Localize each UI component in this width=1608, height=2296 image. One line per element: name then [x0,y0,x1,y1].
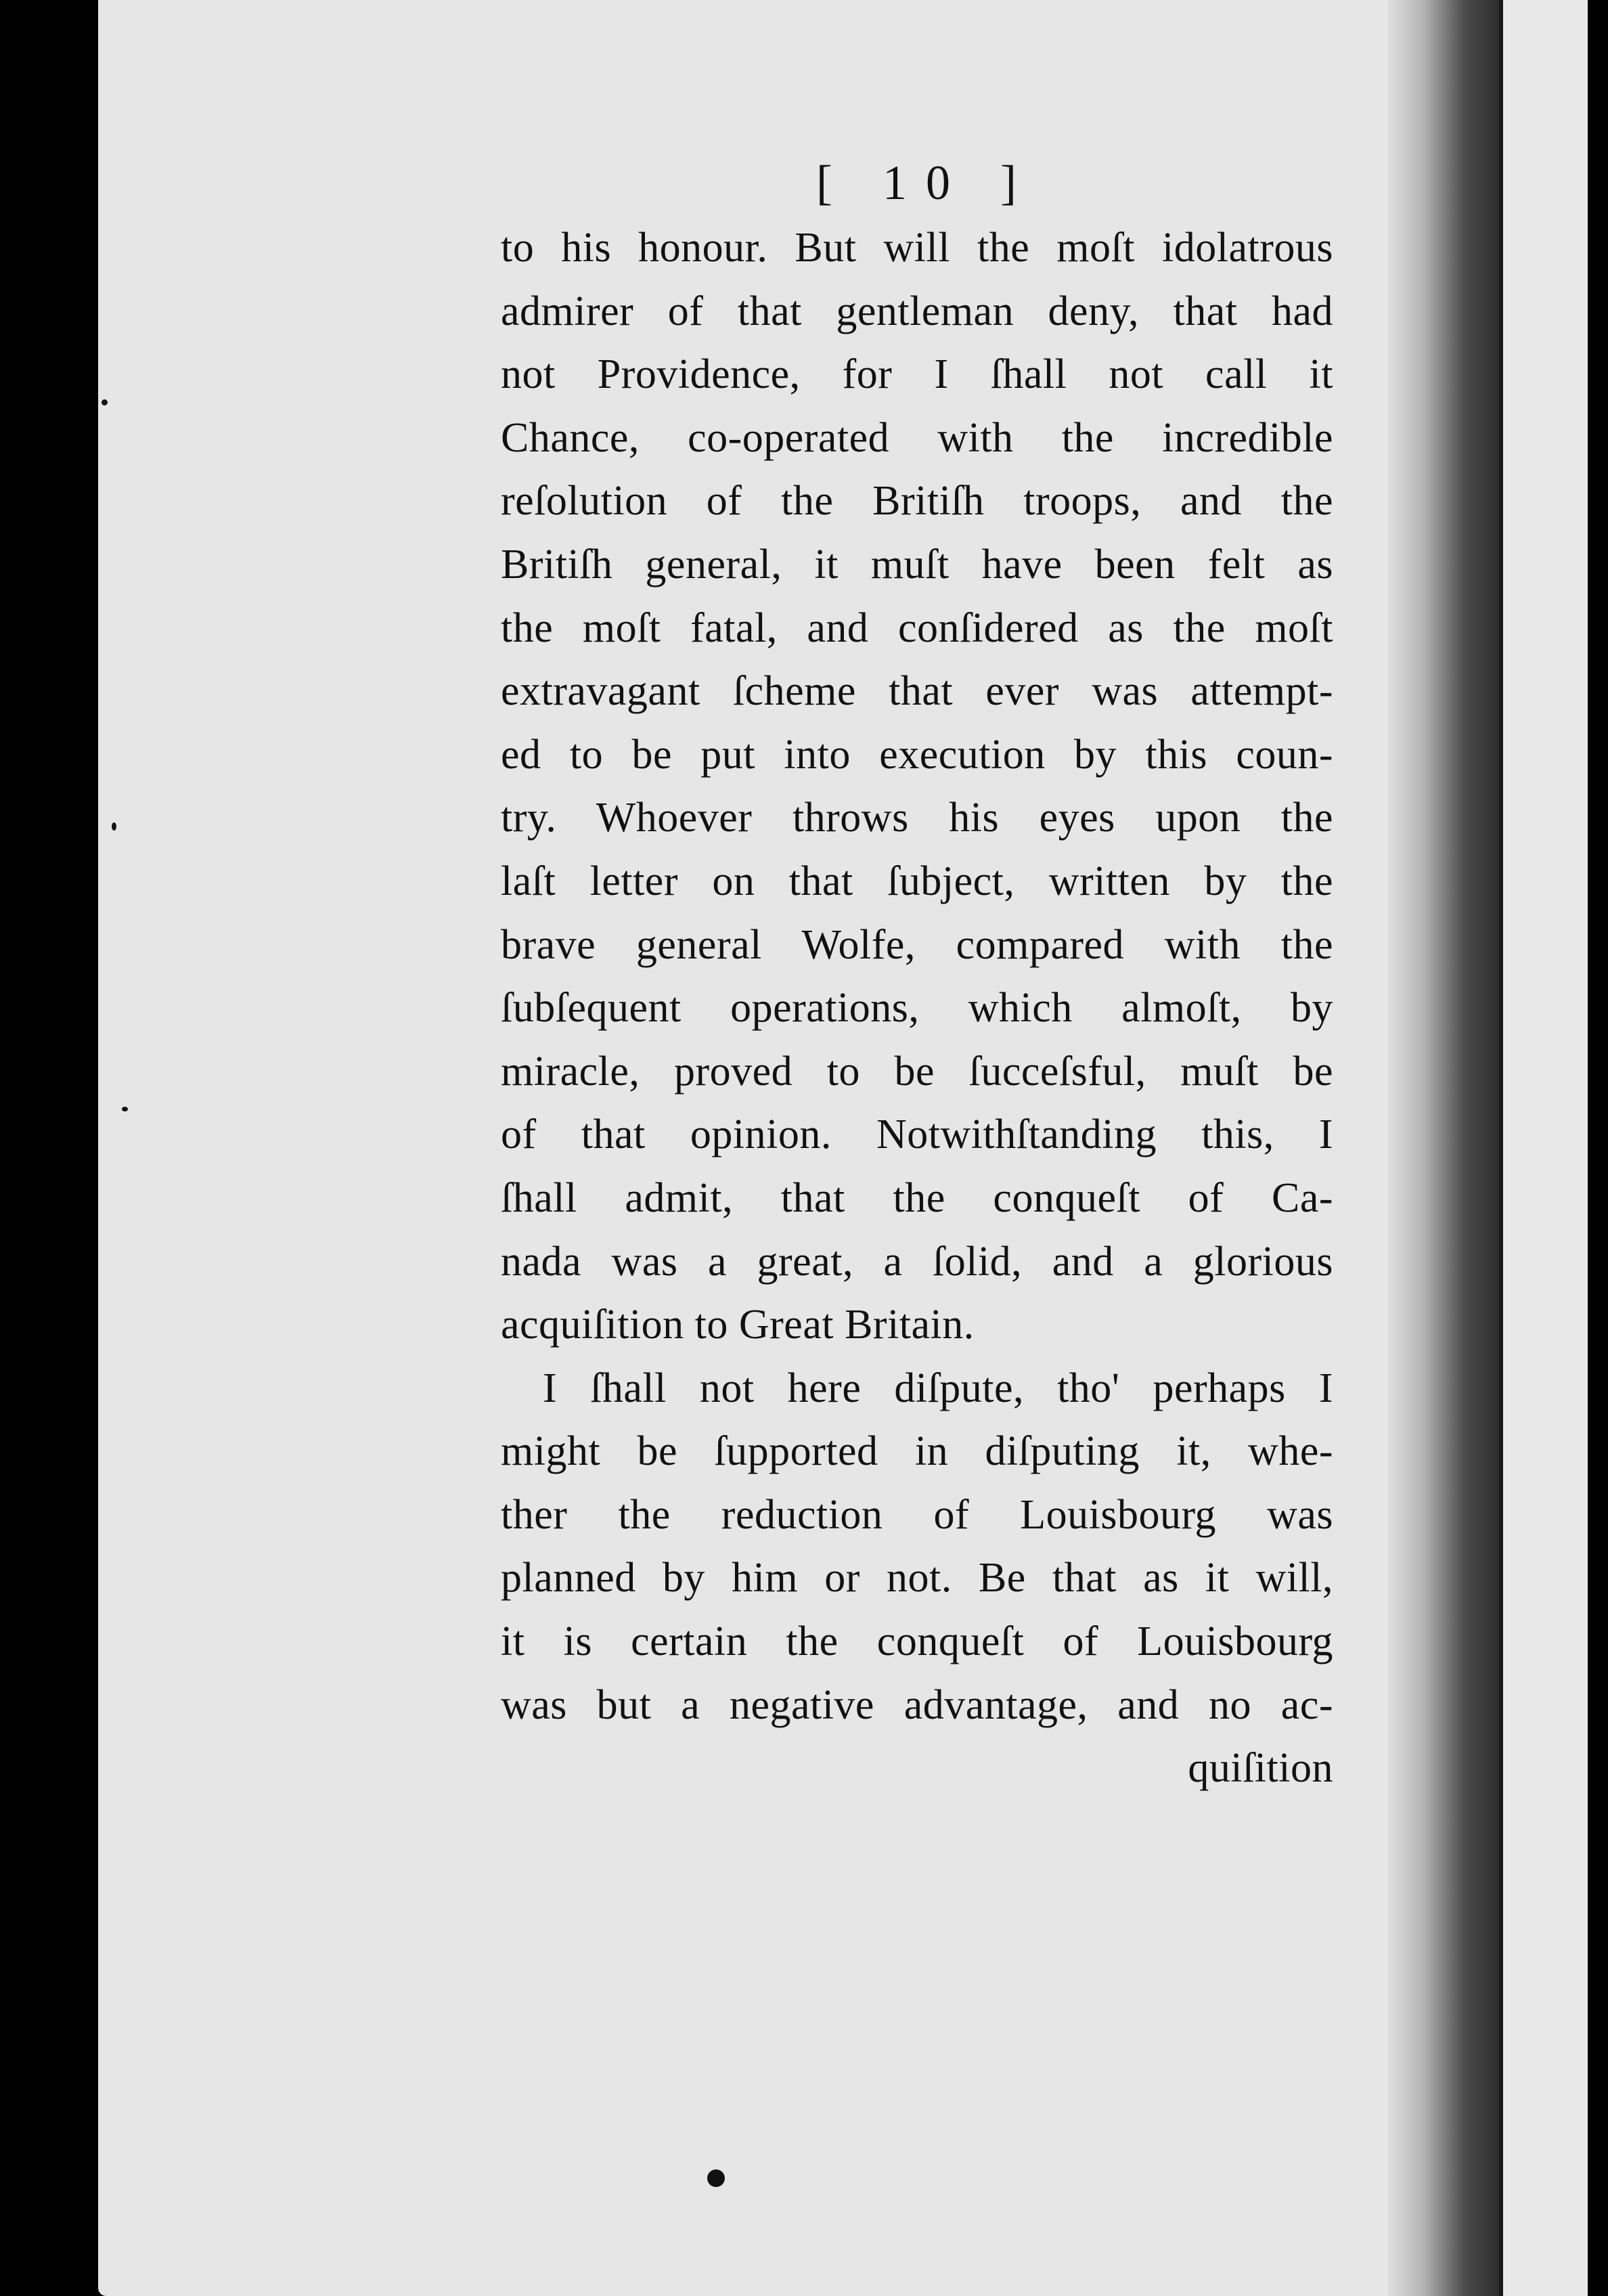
text-line: Britiſh general, it muſt have been felt as [501,541,1333,588]
text-block [501,149,1333,1801]
paragraph-2 [501,1357,1333,1738]
text-line: ed to be put into execution by this coun- [501,731,1333,778]
ink-speck [122,1107,128,1111]
text-line: nada was a great, a ſolid, and a glorious [501,1238,1333,1285]
ink-speck [102,399,108,405]
page-number: [ 10 ] [816,156,1035,210]
adjacent-page-edge [1499,0,1588,2296]
text-line: might be ſupported in diſputing it, whe- [501,1428,1333,1475]
text-line: reſolution of the Britiſh troops, and the [501,478,1333,525]
text-line: Chance, co-operated with the incredible [501,414,1333,461]
text-line: planned by him or not. Be that as it will, [501,1555,1333,1602]
text-line: was but a negative advantage, and no ac- [501,1681,1333,1728]
text-line: I ſhall not here diſpute, tho' perhaps I [543,1365,1333,1411]
text-line: not Providence, for I ſhall not call it [501,351,1333,398]
text-line: ſhall admit, that the conqueſt of Ca- [501,1174,1333,1221]
text-line: brave general Wolfe, compared with the [501,921,1333,968]
text-line: extravagant ſcheme that ever was attempt- [501,668,1333,715]
text-line: try. Whoever throws his eyes upon the [501,795,1333,841]
text-line: miracle, proved to be ſucceſsful, muſt be [501,1048,1333,1095]
text-line: to his honour. But will the moſt idolatrous [501,225,1333,271]
catchword: quiſition [1188,1745,1333,1792]
text-line: it is certain the conqueſt of Louisbourg [501,1618,1333,1665]
text-line: ſubſequent operations, which almoſt, by [501,985,1333,1032]
text-line: of that opinion. Notwithſtanding this, I [501,1111,1333,1158]
text-line: ther the reduction of Louisbourg was [501,1491,1333,1538]
text-line: laſt letter on that ſubject, written by the [501,858,1333,904]
text-line: acquiſition to Great Britain. [501,1302,975,1348]
paragraph-1 [501,217,1333,1357]
ink-blot [707,2169,725,2187]
text-line: the moſt fatal, and conſidered as the moſt [501,604,1333,651]
text-line: admirer of that gentleman deny, that had [501,288,1333,334]
ink-speck [112,822,116,831]
